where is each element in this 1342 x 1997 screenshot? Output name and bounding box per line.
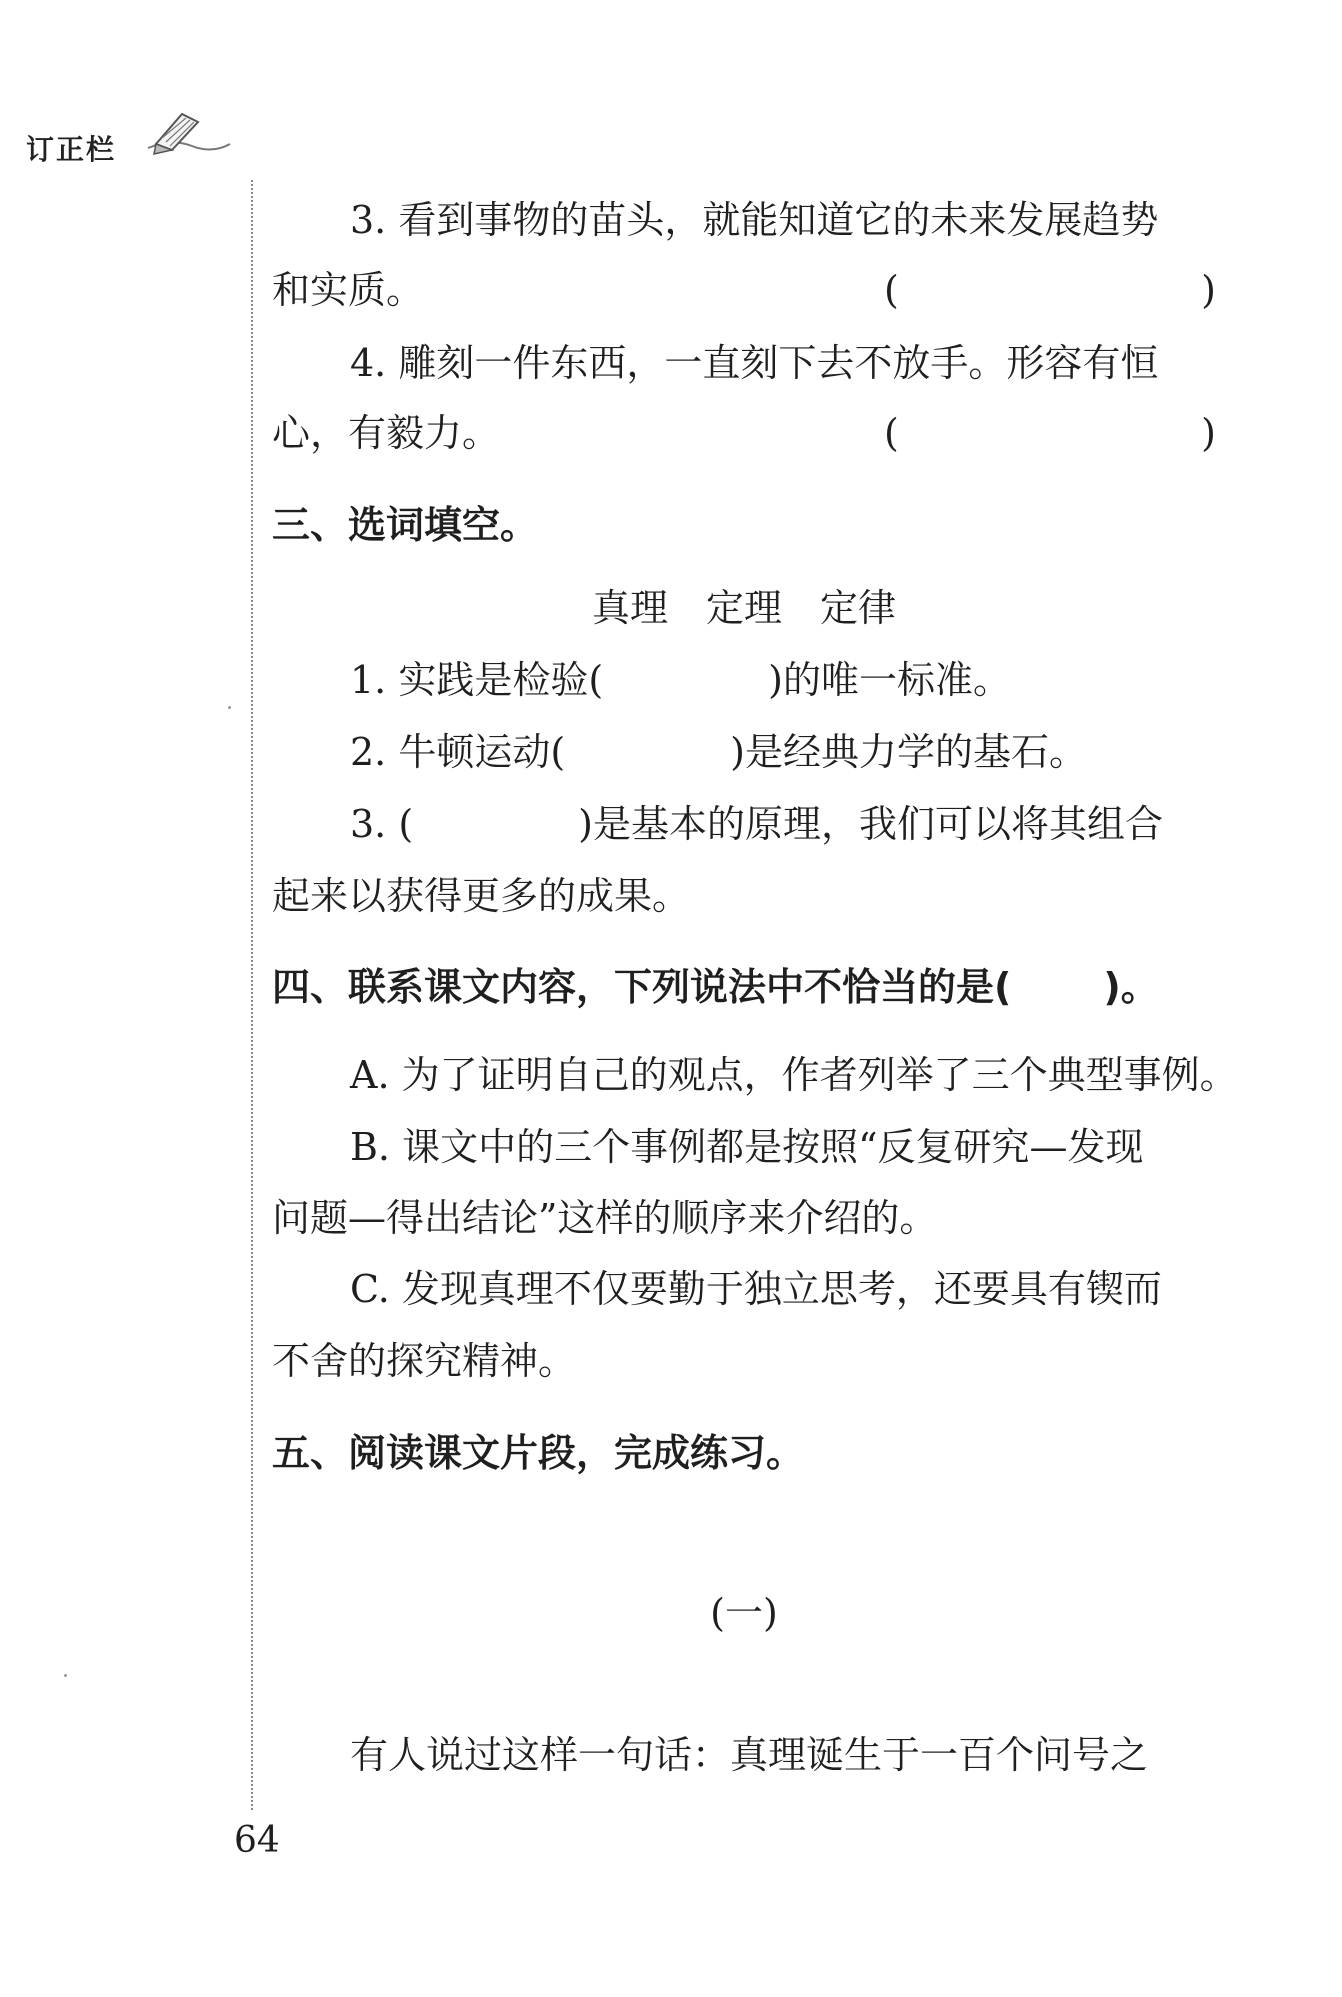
page-number: 64	[234, 1820, 280, 1861]
q3-item3-line1	[272, 799, 1294, 849]
q3-item3-before: 3. (	[350, 802, 414, 846]
q2-item4-line1: 4. 雕刻一件东西，一直刻下去不放手。形容有恒	[350, 341, 1159, 385]
margin-divider	[251, 180, 253, 1810]
q2-item3-line2	[272, 265, 1216, 315]
q4-heading-after: )。	[1103, 965, 1159, 1009]
q4-option-c-line2: 不舍的探究精神。	[272, 1339, 577, 1383]
q3-item3-line2: 起来以获得更多的成果。	[272, 874, 691, 918]
q4-option-b-line1: B. 课文中的三个事例都是按照“反复研究—发现	[350, 1125, 1144, 1169]
q2-item3-text: 和实质。	[272, 268, 425, 312]
q4-option-b-line2: 问题—得出结论”这样的顺序来介绍的。	[272, 1196, 938, 1240]
q4-option-a: A. 为了证明自己的观点，作者列举了三个典型事例。	[350, 1053, 1238, 1097]
q4-option-c-line1: C. 发现真理不仅要勤于独立思考，还要具有锲而	[350, 1267, 1162, 1311]
q5-heading: 五、阅读课文片段，完成练习。	[272, 1431, 805, 1475]
paren-open: (	[884, 268, 899, 312]
q3-item1-after: )的唯一标准。	[768, 658, 1011, 702]
q5-passage-line1: 有人说过这样一句话：真理诞生于一百个问号之	[350, 1733, 1149, 1777]
q3-item2	[272, 727, 1294, 777]
q3-heading: 三、选词填空。	[272, 503, 539, 547]
correction-margin-label: 订正栏	[26, 133, 117, 166]
q3-item1	[272, 655, 1294, 705]
scan-speck	[64, 1674, 67, 1677]
q2-item3-line1: 3. 看到事物的苗头，就能知道它的未来发展趋势	[350, 198, 1159, 242]
pencil-icon	[142, 104, 232, 164]
paren-open: (	[884, 411, 899, 455]
paren-close: )	[1201, 411, 1216, 455]
q3-item2-before: 2. 牛顿运动(	[350, 730, 566, 774]
q2-item4-line2	[272, 408, 1216, 458]
scan-speck	[228, 706, 231, 709]
q3-item2-after: )是经典力学的基石。	[730, 730, 1087, 774]
q2-item4-text: 心，有毅力。	[272, 411, 501, 455]
q3-word-bank: 真理 定理 定律	[591, 586, 896, 630]
q4-heading	[272, 962, 1216, 1012]
q5-section-title: (一)	[710, 1591, 778, 1635]
q4-heading-before: 四、联系课文内容，下列说法中不恰当的是(	[272, 965, 1012, 1009]
q3-item3-after: )是基本的原理，我们可以将其组合	[578, 802, 1163, 846]
q3-item1-before: 1. 实践是检验(	[350, 658, 604, 702]
paren-close: )	[1201, 268, 1216, 312]
